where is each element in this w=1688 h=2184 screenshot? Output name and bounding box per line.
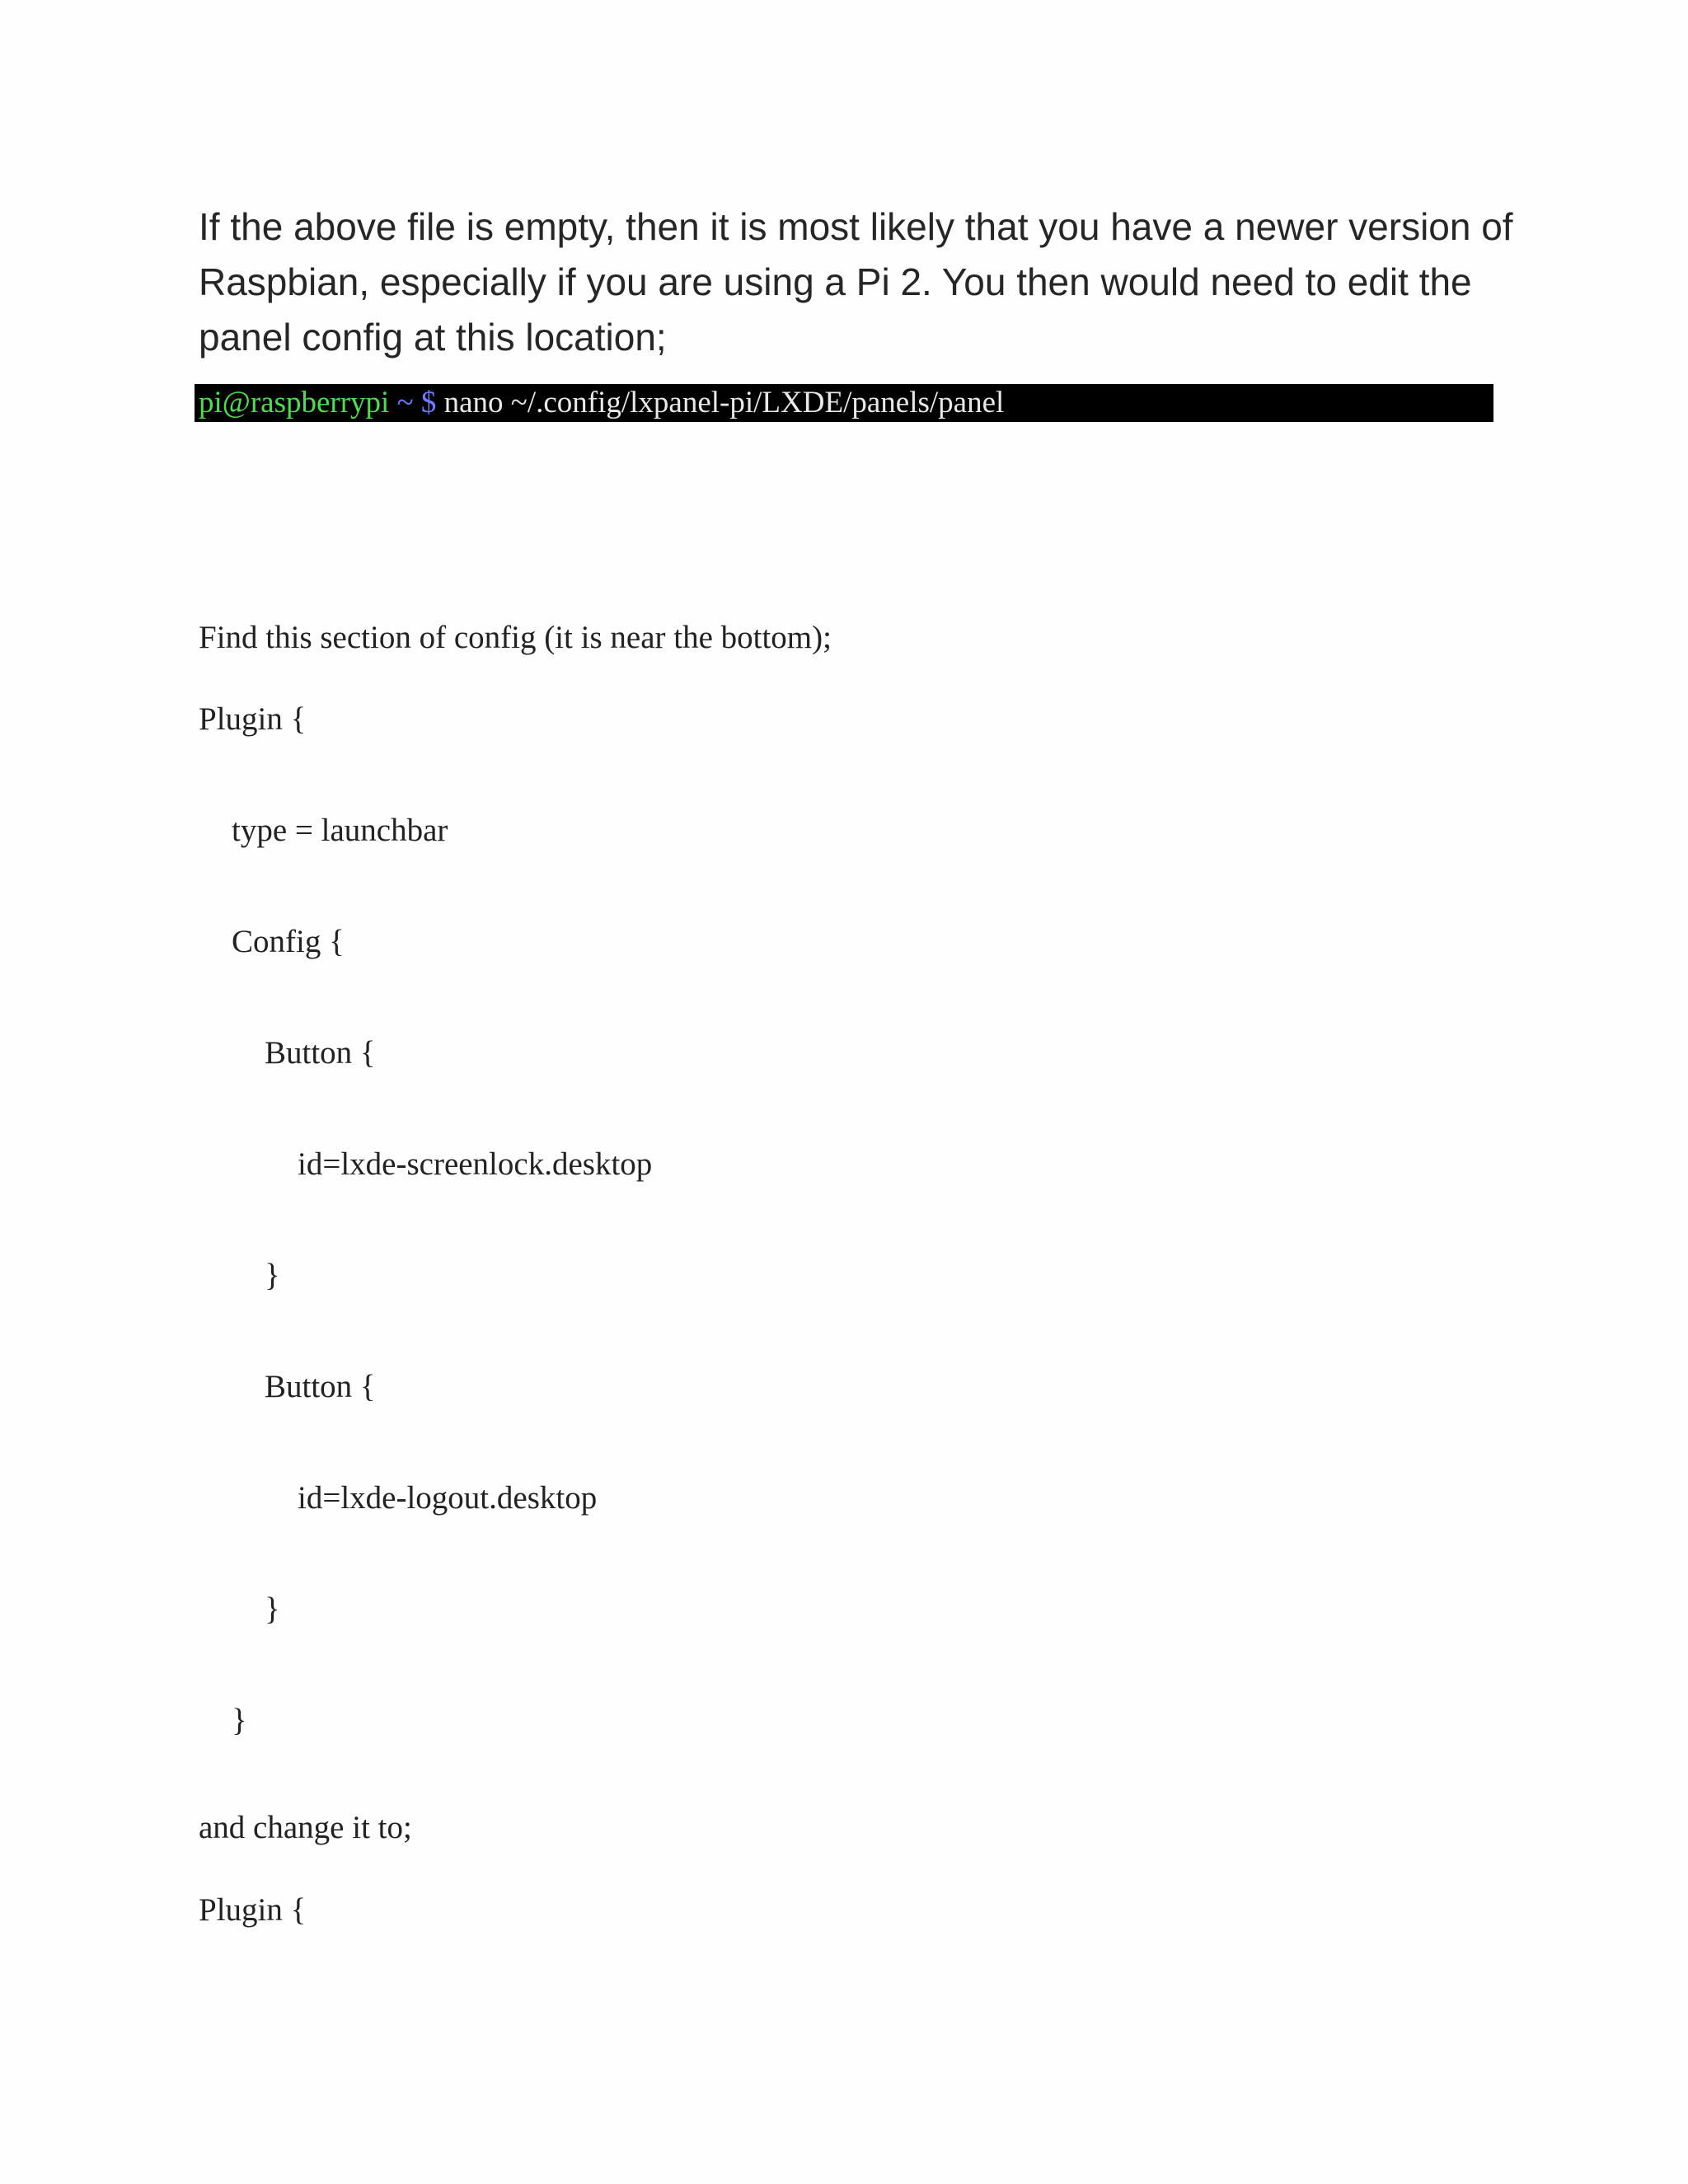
terminal-path-prompt: ~ $	[396, 386, 437, 419]
terminal-user-host: pi@raspberrypi	[199, 386, 390, 419]
find-section-text: Find this section of config (it is near the bottom);	[199, 620, 832, 655]
config-line-button-open: Button {	[265, 1035, 376, 1071]
terminal-command: nano ~/.config/lxpanel-pi/LXDE/panels/panel	[443, 386, 1005, 419]
config-line-button-id: id=lxde-logout.desktop	[298, 1480, 598, 1516]
config-line-config-open: Config {	[232, 924, 345, 959]
change-it-text: and change it to;	[199, 1810, 412, 1845]
config-line-plugin-open-2: Plugin {	[199, 1892, 307, 1928]
config-line-type: type = launchbar	[232, 813, 448, 848]
config-line-button-open: Button {	[265, 1369, 376, 1404]
config-line-plugin-open: Plugin {	[199, 701, 307, 737]
terminal-command-line	[195, 384, 1493, 422]
config-line-button-id: id=lxde-screenlock.desktop	[298, 1146, 653, 1182]
config-line-config-close: }	[232, 1703, 247, 1738]
config-line-button-close: }	[265, 1258, 280, 1293]
intro-paragraph: If the above file is empty, then it is most likely that you have a newer version of Raspbian, especially if you are using a Pi 2. You then would need to edit the panel config at this location;	[199, 205, 1513, 359]
config-line-button-close: }	[265, 1591, 280, 1627]
